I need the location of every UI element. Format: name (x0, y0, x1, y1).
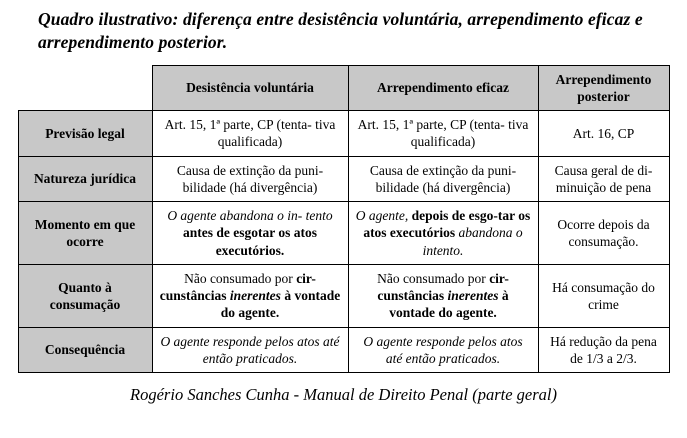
column-header-arrependimento-posterior: Arrependimento posterior (538, 65, 669, 111)
table-cell (348, 327, 538, 373)
row-header-consequencia: Consequência (18, 327, 152, 373)
cell-text: consumação. (568, 234, 639, 250)
cell-text: O agente responde pelos (160, 333, 294, 349)
cell-text: antes de esgotar os atos executórios. (183, 225, 317, 258)
cell-text: O agente abandona o in- (167, 208, 303, 224)
table-cell (348, 202, 538, 265)
table-cell (152, 202, 348, 265)
cell-text: bilidade (há divergência) (182, 179, 318, 195)
source-caption: Rogério Sanches Cunha - Manual de Direito Penal (parte geral) (130, 385, 557, 405)
cell-text: à vontade do agente. (389, 288, 509, 321)
cell-text: depois de esgo-tar os atos executórios (363, 208, 531, 241)
cell-text: Não consumado por (377, 270, 490, 286)
cell-text: bilidade (há divergência) (375, 179, 511, 195)
cell-text: Há redução da (550, 333, 629, 349)
table-cell (538, 264, 669, 327)
cell-text: tiva qualificada) (410, 117, 529, 150)
table-row (18, 264, 669, 327)
table-row (18, 327, 669, 373)
table-cell (152, 264, 348, 327)
cell-text: à vontade do agente. (220, 288, 341, 321)
table-row (18, 156, 669, 202)
cell-text: Causa de extinção da puni- (369, 162, 517, 178)
cell-text: Art. 16, CP (572, 125, 635, 141)
column-header-desistencia-voluntaria: Desistência voluntária (152, 65, 348, 111)
cell-text: minuição de pena (555, 179, 652, 195)
row-header-quanto-a-consumacao: Quanto à consumação (18, 264, 152, 327)
table-corner-cell (18, 65, 152, 111)
cell-text: pena de 1/3 a 2/3. (570, 333, 657, 366)
table-row (18, 111, 669, 157)
row-header-previsao-legal: Previsão legal (18, 111, 152, 157)
page-title: Quadro ilustrativo: diferença entre desistência voluntária, arrependimento eficaz e arrependimento posterior. (38, 9, 643, 53)
cell-text: Art. 15, 1ª parte, CP (tenta- (164, 117, 312, 133)
cell-text: Há consumação do (552, 279, 655, 295)
cell-text: Causa de extinção da puni- (176, 162, 324, 178)
table-cell (152, 327, 348, 373)
table-cell (348, 264, 538, 327)
cell-text: atos até então praticados. (202, 333, 340, 366)
cell-text: inerentes (447, 288, 502, 304)
table-header-row (18, 65, 669, 111)
table-cell (152, 111, 348, 157)
comparison-table (18, 65, 670, 374)
cell-text: O agente responde pelos (363, 333, 497, 349)
table-body (18, 111, 669, 373)
cell-text: Causa geral de di- (554, 162, 653, 178)
table-cell (538, 202, 669, 265)
table-cell (538, 327, 669, 373)
cell-text: atos até então praticados. (385, 333, 523, 366)
table-cell (538, 156, 669, 202)
table-cell (152, 156, 348, 202)
cell-text: tento (305, 208, 333, 224)
cell-text: cir-cunstâncias (377, 270, 509, 304)
cell-text: crime (588, 296, 619, 312)
cell-text: Art. 15, 1ª parte, CP (tenta- (357, 117, 505, 133)
column-header-arrependimento-eficaz: Arrependimento eficaz (348, 65, 538, 111)
cell-text: Ocorre depois da (557, 216, 650, 232)
table-header (18, 65, 669, 111)
table-cell (538, 111, 669, 157)
cell-text: inerentes (229, 288, 285, 304)
table-cell (348, 111, 538, 157)
cell-text: O agente, (355, 208, 412, 224)
row-header-momento-em-que-ocorre: Momento em que ocorre (18, 202, 152, 265)
table-row (18, 202, 669, 265)
cell-text: cir-cunstâncias (159, 270, 316, 304)
cell-text: tiva qualificada) (217, 117, 336, 150)
table-cell (348, 156, 538, 202)
row-header-natureza-juridica: Natureza jurídica (18, 156, 152, 202)
cell-text: abandona o intento. (422, 225, 523, 258)
cell-text: Não consumado por (184, 270, 297, 286)
